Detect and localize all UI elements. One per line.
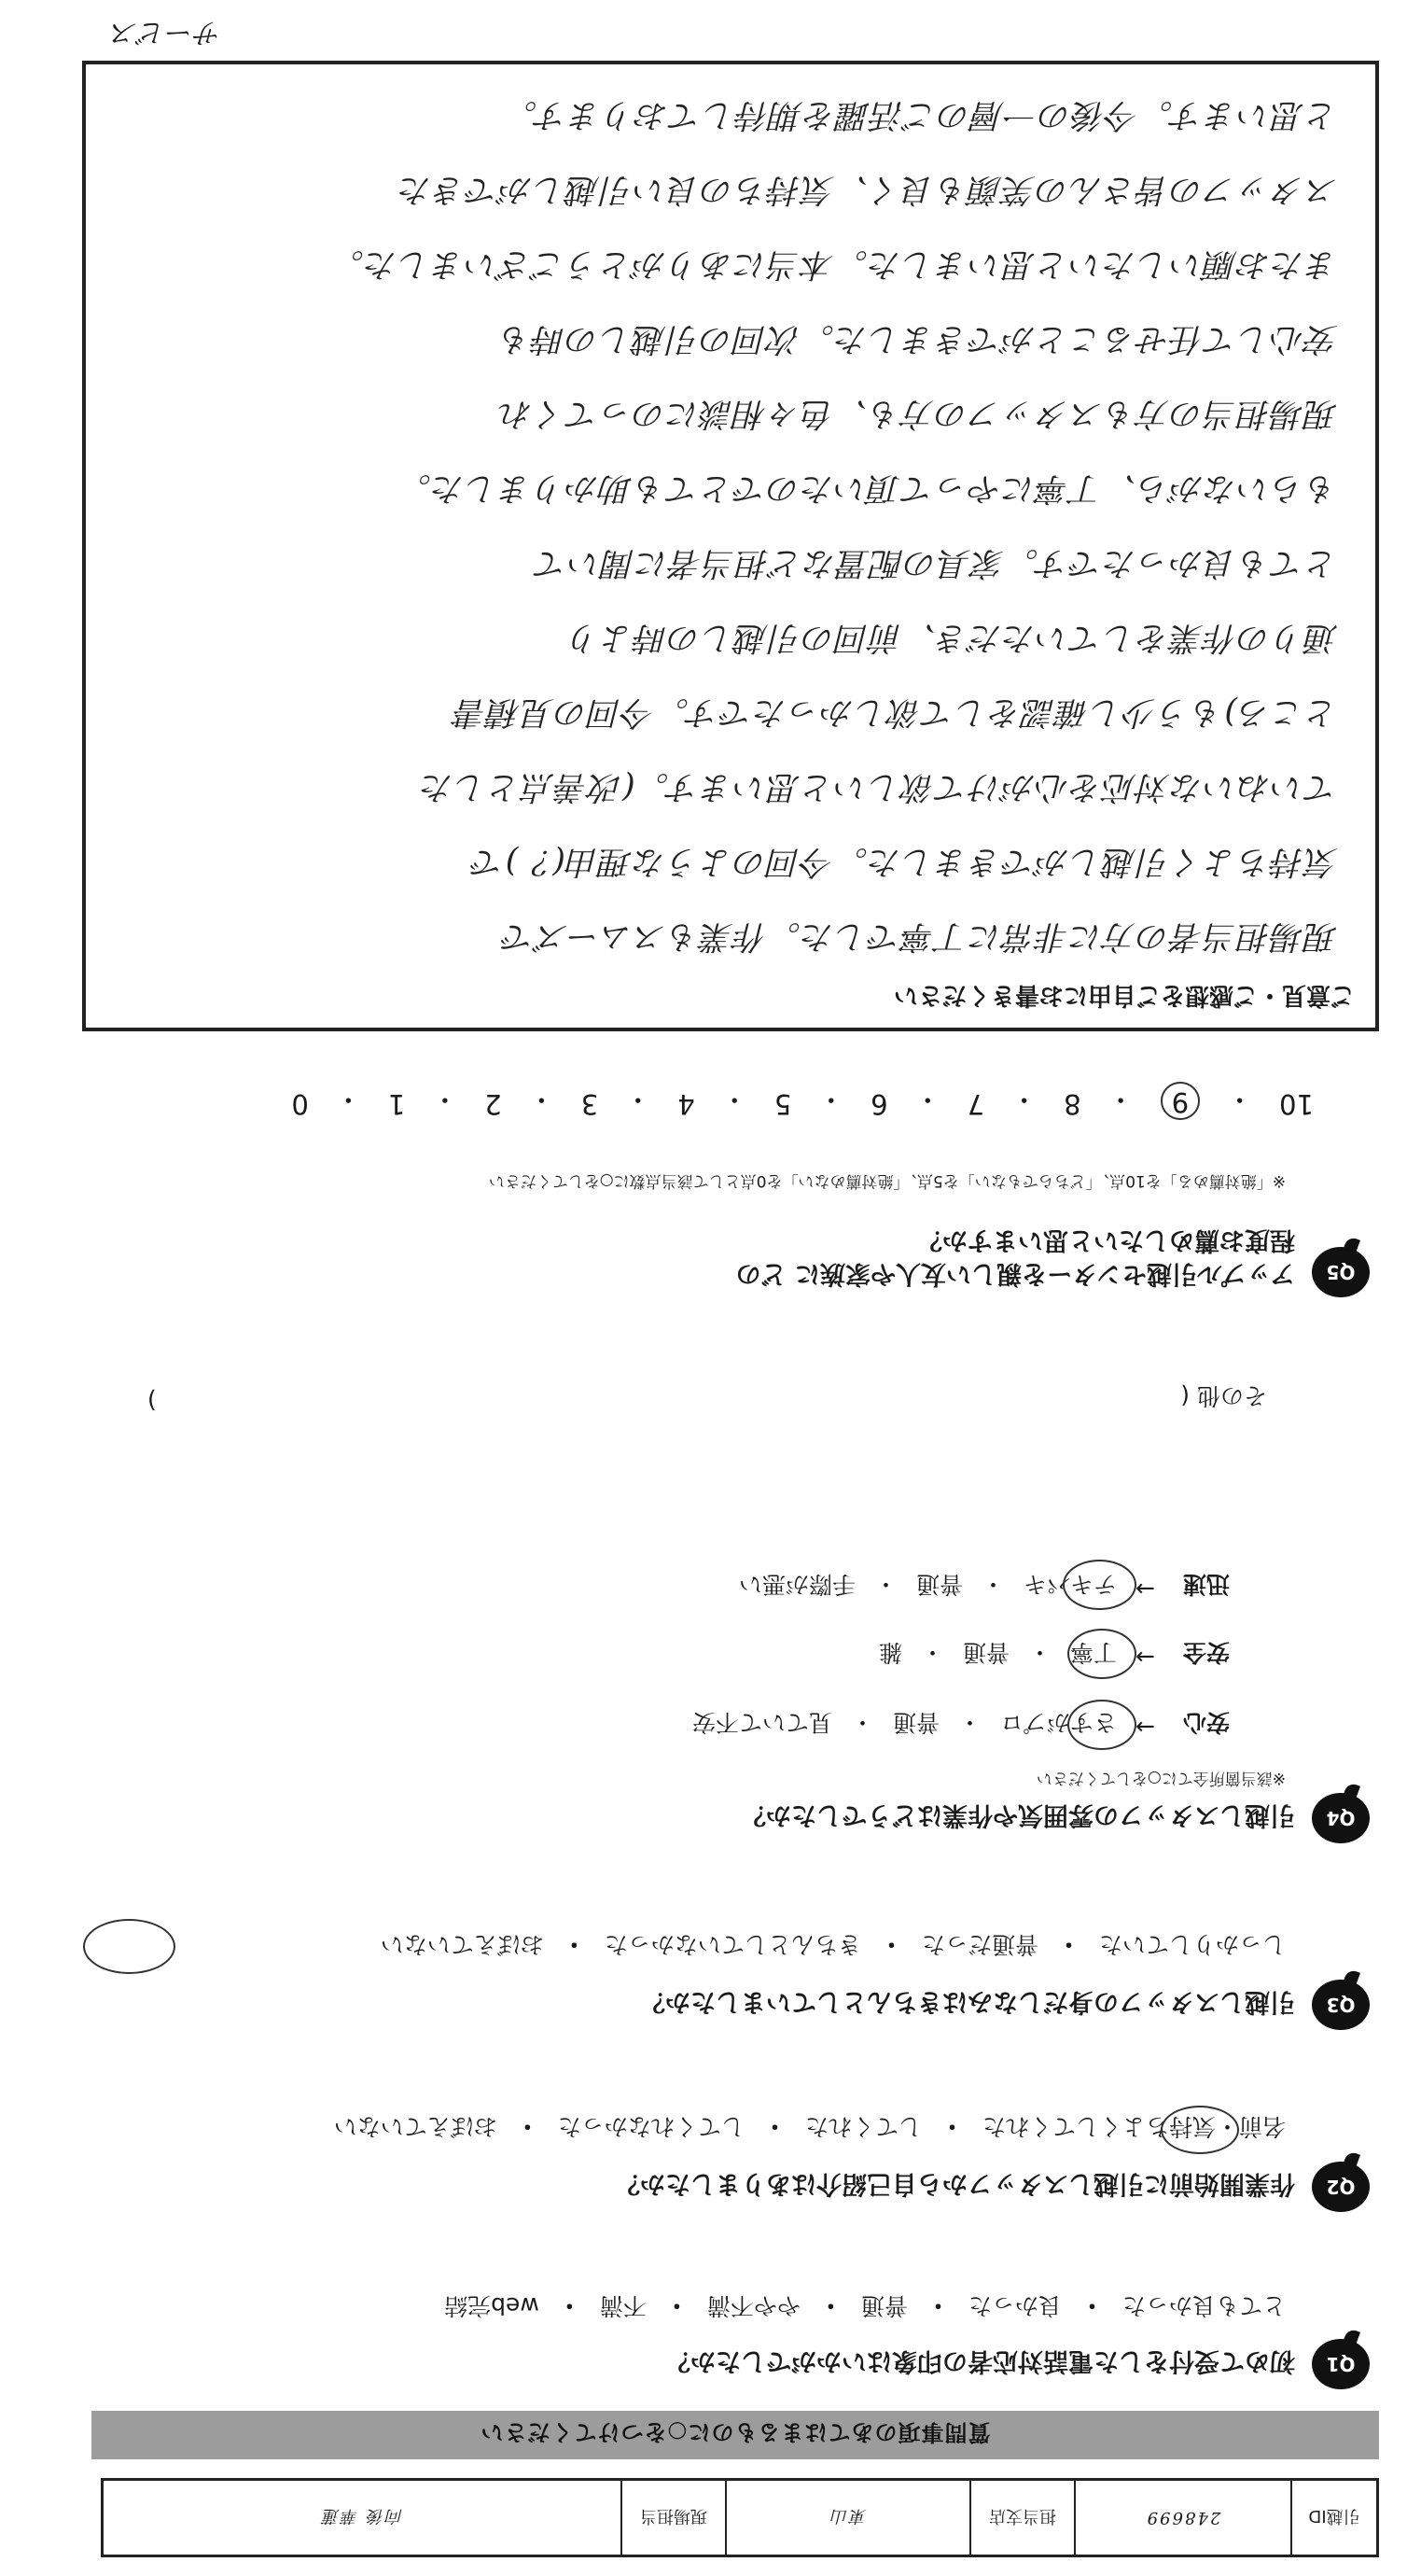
q3-options: しっかりしていた ・ 普通だった ・ きちんとしていなかった ・ おぼえていない bbox=[381, 1929, 1286, 1963]
leader-value: 向後 華蓮 bbox=[321, 2506, 403, 2527]
instruction-banner: 質問事項のあてはまるものに○をつけてください bbox=[91, 2411, 1379, 2459]
q4-other-close: ) bbox=[147, 1387, 157, 1414]
q4-row-anzen: 安全 → 丁寧 ・ 普通 ・ 雑 bbox=[878, 1639, 1230, 1671]
comment-line: またお願いしたいと思いました。本当にありがとうございました。 bbox=[329, 245, 1338, 283]
q3-badge-icon: Q3 bbox=[1312, 1980, 1370, 2030]
q3-option[interactable]: きちんとしていなかった bbox=[604, 1931, 861, 1958]
q2-badge-icon: Q2 bbox=[1312, 2162, 1370, 2212]
q4-jinsoku-answer-circle bbox=[1063, 1560, 1136, 1610]
q3-option[interactable]: おぼえていない bbox=[380, 1931, 544, 1958]
q1-badge-icon: Q1 bbox=[1312, 2339, 1370, 2389]
q3-option[interactable]: 普通だった bbox=[921, 1931, 1038, 1958]
q1-option[interactable]: web完結 bbox=[444, 2292, 539, 2319]
q4-other-label: その他 ( bbox=[1180, 1382, 1267, 1409]
q4-row-label: 迅速 bbox=[1182, 1571, 1230, 1598]
q2-option[interactable]: おぼえていない bbox=[333, 2113, 497, 2140]
q5-scale: 10 ・ 9 ・ 8 ・ 7 ・ 6 ・ 5 ・ 4 ・ 3 ・ 2 ・ 1 ・ 0 bbox=[291, 1084, 1314, 1120]
id-value: 248699 bbox=[1074, 2481, 1290, 2555]
leader-label: 現場担当 bbox=[620, 2481, 725, 2555]
id-label: 引越ID bbox=[1290, 2481, 1376, 2555]
q4-anshin-answer-circle bbox=[1067, 1700, 1136, 1750]
q5-score[interactable]: 2 bbox=[484, 1088, 502, 1120]
q4-badge-icon: Q4 bbox=[1312, 1793, 1370, 1843]
q4-anzen-answer-circle bbox=[1067, 1629, 1136, 1679]
q2-option[interactable]: してくれなかった bbox=[557, 2113, 745, 2140]
q3-answer-circle bbox=[83, 1919, 175, 1974]
q5-note: ※「絶対薦める」を10点、「どちらでもない」を5点、「絶対薦めない」を0点として該当点数に○をしてください bbox=[488, 1171, 1286, 1190]
q2-text: 作業開始前に引越しスタッフから自己紹介はありましたか？ bbox=[615, 2169, 1295, 2198]
q4-other bbox=[147, 1380, 1267, 1414]
q4-option[interactable]: さすがプロ bbox=[1000, 1709, 1118, 1736]
question-5 bbox=[63, 1055, 1370, 1297]
q4-row-label: 安心 bbox=[1182, 1709, 1230, 1736]
q1-options: とても良かった ・ 良かった ・ 普通 ・ やや不満 ・ 不満 ・ web完結 bbox=[444, 2290, 1286, 2324]
q2-options: 名前・気持ちよくしてくれた ・ してくれた ・ してくれなかった ・ おぼえていない bbox=[334, 2111, 1286, 2145]
q2-option[interactable]: してくれた bbox=[804, 2113, 922, 2140]
q2-answer-circle bbox=[1161, 2106, 1239, 2154]
question-1 bbox=[63, 2277, 1370, 2389]
q4-row-anshin: 安心 → さすがプロ ・ 普通 ・ 見ていて不安 bbox=[691, 1709, 1230, 1741]
q5-score[interactable]: 10 bbox=[1279, 1088, 1314, 1120]
q3-option[interactable]: しっかりしていた bbox=[1098, 1931, 1286, 1958]
q4-row-jinsoku: 迅速 → テキパキ ・ 普通 ・ 手際が悪い bbox=[738, 1571, 1230, 1603]
arrow-icon: → bbox=[1135, 1644, 1155, 1671]
arrow-icon: → bbox=[1135, 1714, 1155, 1741]
q4-option[interactable]: 見ていて不安 bbox=[691, 1709, 832, 1736]
comment-line: 現場担当の方もスタッフの方も、色々相談にのってくれ bbox=[498, 395, 1338, 432]
q4-option[interactable]: 雑 bbox=[878, 1639, 902, 1666]
comment-line: ところ)もう少し確認をして欲しかったです。今回の見積書 bbox=[453, 693, 1338, 731]
q1-option[interactable]: 不満 bbox=[599, 2292, 647, 2319]
q5-score[interactable]: 3 bbox=[580, 1088, 599, 1120]
handwritten-annotation: サービス bbox=[110, 16, 222, 49]
question-4 bbox=[63, 1545, 1370, 1843]
q4-option[interactable]: 丁寧 bbox=[1070, 1639, 1118, 1666]
comment-line: 気持ちよく引越しができました。今回のような理由(？)で bbox=[470, 843, 1338, 880]
q5-badge-icon: Q5 bbox=[1312, 1247, 1370, 1297]
header-table bbox=[101, 2478, 1379, 2557]
q1-option[interactable]: 普通 bbox=[860, 2292, 908, 2319]
q5-score[interactable]: 5 bbox=[773, 1088, 792, 1120]
comment-line: スタッフの皆さんの笑顔も良く、気持ちの良い引越しができた bbox=[397, 171, 1338, 208]
branch-label: 担当支店 bbox=[969, 2481, 1074, 2555]
q5-score[interactable]: 1 bbox=[387, 1088, 406, 1120]
q4-option[interactable]: 普通 bbox=[893, 1709, 940, 1736]
q3-text: 引越しスタッフの身だしなみはきちんとしていましたか？ bbox=[640, 1987, 1295, 2016]
comment-line: 現場担当者の方に非常に丁寧でした。作業もスムーズで bbox=[501, 917, 1338, 955]
question-3 bbox=[63, 1918, 1370, 2030]
q4-option[interactable]: テキパキ bbox=[1024, 1571, 1118, 1598]
branch-value: 東山 bbox=[725, 2481, 969, 2555]
q2-option[interactable]: 名前・気持ちよくしてくれた bbox=[982, 2113, 1286, 2140]
comment-line: 安心して任せることができました。次回の引越しの時も bbox=[497, 320, 1338, 357]
comment-line: とても良かったです。家具の配置など担当者に聞いて bbox=[534, 544, 1338, 581]
q1-option[interactable]: やや不満 bbox=[706, 2292, 801, 2319]
q4-row-label: 安全 bbox=[1182, 1639, 1230, 1666]
arrow-icon: → bbox=[1135, 1575, 1155, 1603]
comment-line: と思います。今後の一層のご活躍を期待しております。 bbox=[503, 96, 1338, 133]
comment-line: もらいながら、丁寧にやって頂いたのでとても助かりました。 bbox=[397, 469, 1338, 507]
q4-note: ※該当箇所全てに○をしてください bbox=[1036, 1769, 1286, 1787]
q1-text: 初めて受付をした電話対応者の印象はいかがでしたか？ bbox=[665, 2346, 1295, 2375]
comments-box[interactable] bbox=[82, 61, 1379, 1031]
q5-score[interactable]: 0 bbox=[291, 1088, 309, 1120]
q4-option[interactable]: 普通 bbox=[963, 1639, 1010, 1666]
comment-line: ていねいな対応を心がけて欲しいと思います。(改善点とした bbox=[420, 768, 1338, 805]
q5-score[interactable]: 7 bbox=[967, 1088, 985, 1120]
q1-option[interactable]: とても良かった bbox=[1121, 2292, 1286, 2319]
q5-text: アップル引越センターを親しい友人や家族に どの程度お薦めしたいと思いますか？ bbox=[735, 1225, 1295, 1288]
q1-option[interactable]: 良かった bbox=[968, 2292, 1062, 2319]
q4-text: 引越しスタッフの雰囲気や作業はどうでしたか？ bbox=[741, 1800, 1295, 1829]
question-2 bbox=[63, 2100, 1370, 2212]
q5-score[interactable]: 6 bbox=[871, 1088, 888, 1120]
q4-option[interactable]: 普通 bbox=[916, 1571, 964, 1598]
comment-line: 通りの作業をしていただき、前回の引越しの時より bbox=[566, 619, 1338, 656]
q5-score[interactable]: 8 bbox=[1064, 1088, 1081, 1120]
q4-option[interactable]: 手際が悪い bbox=[738, 1571, 856, 1598]
comments-title: ご意見・ご感想をご自由にお書きください bbox=[893, 981, 1355, 1009]
q5-score-selected[interactable]: 9 bbox=[1161, 1082, 1200, 1120]
q5-score[interactable]: 4 bbox=[677, 1088, 695, 1120]
